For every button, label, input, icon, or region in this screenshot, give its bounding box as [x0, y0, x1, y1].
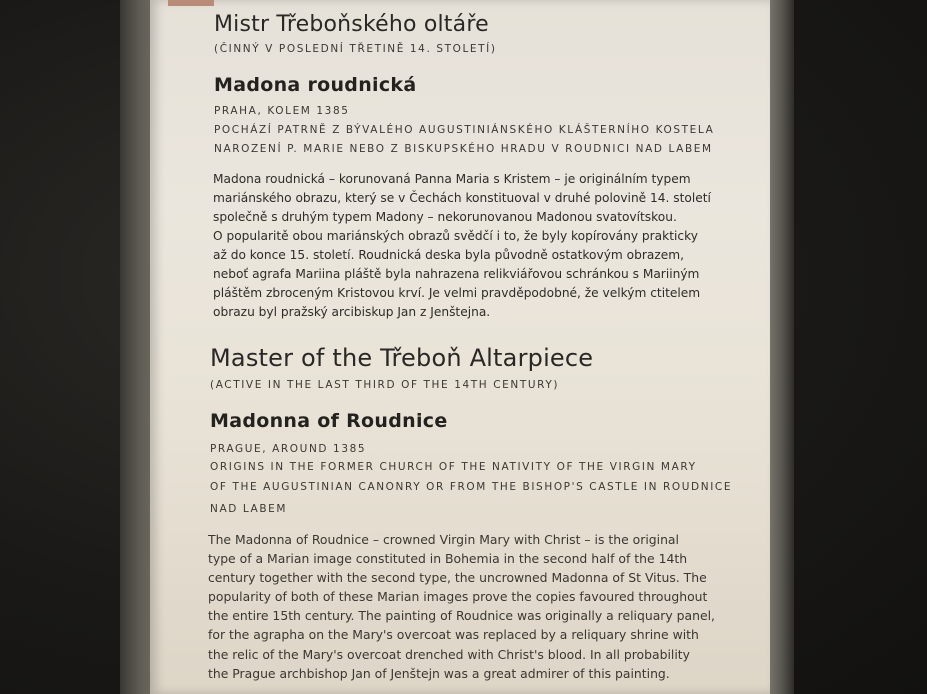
work-title-cz: Madona roudnická: [214, 74, 417, 96]
description-line-cz: společně s druhým typem Madony – nekorunovanou Madonou svatovítskou.: [213, 210, 677, 224]
master-subtitle-en: (ACTIVE IN THE LAST THIRD OF THE 14TH CENTURY): [210, 379, 560, 391]
meta-line-en: PRAGUE, AROUND 1385: [210, 443, 367, 455]
description-line-en: type of a Marian image constituted in Bohemia in the second half of the 14th: [208, 551, 688, 567]
description-cz: [213, 170, 711, 322]
meta-line-cz: POCHÁZÍ PATRNĚ Z BÝVALÉHO AUGUSTINIÁNSKÉHO KLÁŠTERNÍHO KOSTELA: [214, 124, 715, 136]
master-title-cz: Mistr Třeboňského oltáře: [214, 12, 489, 37]
display-frame-left: [120, 0, 152, 694]
meta-line-en: OF THE AUGUSTINIAN CANONRY OR FROM THE BISHOP'S CASTLE IN ROUDNICE: [210, 481, 733, 493]
description-line-cz: obrazu byl pražský arcibiskup Jan z Jenštejna.: [213, 305, 491, 319]
label-tab: [168, 0, 214, 6]
description-en: [208, 530, 715, 683]
work-title-en: Madonna of Roudnice: [210, 410, 448, 432]
meta-line-cz: PRAHA, KOLEM 1385: [214, 105, 350, 117]
description-line-cz: mariánského obrazu, který se v Čechách konstituoval v druhé polovině 14. století: [213, 191, 711, 205]
meta-line-en: NAD LABEM: [210, 503, 288, 515]
master-title-en: Master of the Třeboň Altarpiece: [210, 344, 594, 372]
description-line-en: The Madonna of Roudnice – crowned Virgin Mary with Christ – is the original: [208, 532, 679, 547]
description-line-cz: Madona roudnická – korunovaná Panna Maria s Kristem – je originálním typem: [213, 172, 691, 186]
meta-line-en: ORIGINS IN THE FORMER CHURCH OF THE NATIVITY OF THE VIRGIN MARY: [210, 461, 697, 473]
description-line-en: for the agrapha on the Mary's overcoat was replaced by a reliquary shrine with: [208, 627, 699, 643]
description-line-cz: neboť agrafa Mariina pláště byla nahrazena relikviářovou schránkou s Mariiným: [213, 267, 700, 281]
description-line-en: the entire 15th century. The painting of Roudnice was originally a reliquary panel,: [208, 608, 715, 624]
description-line-en: the relic of the Mary's overcoat drenched with Christ's blood. In all probability: [208, 646, 690, 662]
master-subtitle-cz: (ČINNÝ V POSLEDNÍ TŘETINĚ 14. STOLETÍ): [214, 43, 497, 55]
description-line-cz: až do konce 15. století. Roudnická deska byla původně ostatkovým obrazem,: [213, 248, 684, 262]
description-line-cz: pláštěm zbroceným Kristovou krví. Je velmi pravděpodobné, že velkým ctitelem: [213, 286, 701, 300]
description-line-en: popularity of both of these Marian images prove the copies favoured throughout: [208, 589, 708, 605]
description-line-en: century together with the second type, the uncrowned Madonna of St Vitus. The: [208, 570, 707, 586]
description-line-en: the Prague archbishop Jan of Jenštejn was a great admirer of this painting.: [208, 665, 670, 681]
description-line-cz: O popularitě obou mariánských obrazů svědčí i to, že byly kopírovány prakticky: [213, 229, 698, 243]
meta-line-cz: NAROZENÍ P. MARIE NEBO Z BISKUPSKÉHO HRADU V ROUDNICI NAD LABEM: [214, 143, 713, 155]
display-frame-right: [768, 0, 794, 694]
